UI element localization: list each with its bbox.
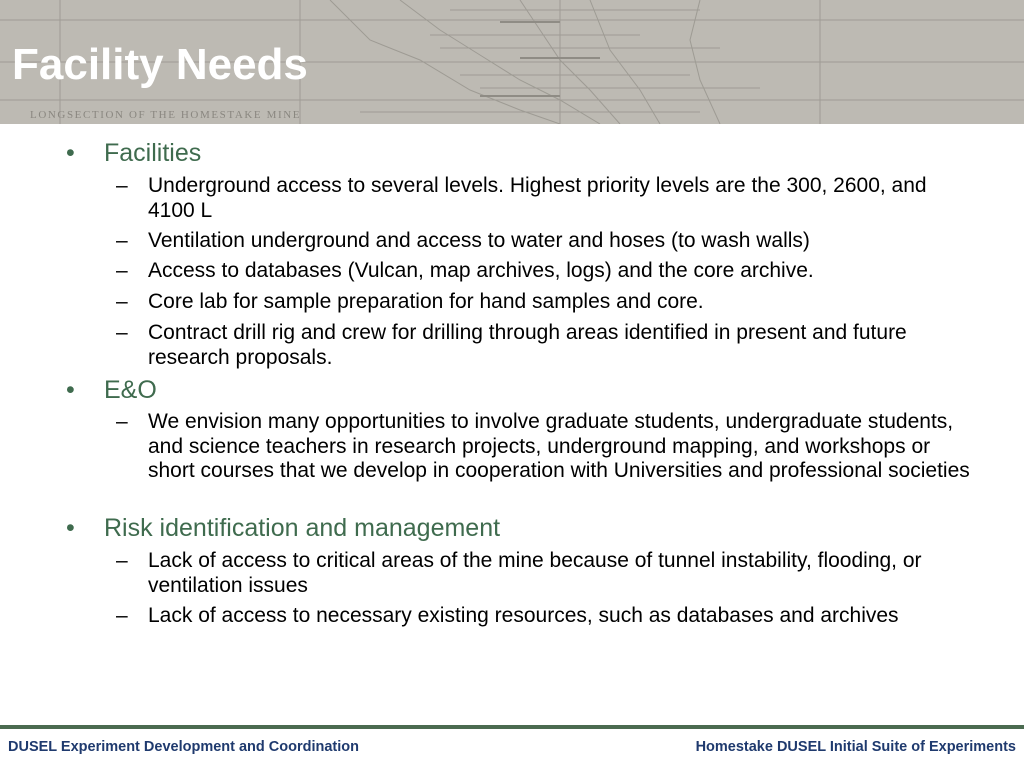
- section-heading-facilities: Facilities: [104, 139, 202, 167]
- dash-icon: –: [116, 321, 128, 344]
- dash-icon: –: [116, 229, 128, 252]
- list-item: Ventilation underground and access to water and hoses (to wash walls): [148, 229, 810, 252]
- list-item: We envision many opportunities to involve graduate students, undergraduate students, and science teachers in research projects, underground mapping, and workshops or short courses that we develop in cooperation with Universities and professional societies: [148, 410, 970, 482]
- dash-icon: –: [116, 290, 128, 313]
- bullet-icon: •: [66, 514, 75, 542]
- list-item: Core lab for sample preparation for hand samples and core.: [148, 290, 704, 313]
- footer-left-text: DUSEL Experiment Development and Coordination: [8, 739, 360, 755]
- list-item: Contract drill rig and crew for drilling through areas identified in present and future research proposals.: [148, 321, 907, 369]
- section-heading-risk: Risk identification and management: [104, 514, 501, 542]
- list-item: Lack of access to critical areas of the mine because of tunnel instability, flooding, or ventilation issues: [148, 549, 922, 597]
- list-item: Underground access to several levels. Highest priority levels are the 300, 2600, and 4100 L: [148, 174, 927, 222]
- list-item: Lack of access to necessary existing resources, such as databases and archives: [148, 604, 899, 627]
- footer-divider: [0, 725, 1024, 729]
- section-heading-eando: E&O: [104, 376, 157, 404]
- map-caption: LONGSECTION OF THE HOMESTAKE MINE: [30, 109, 302, 121]
- footer-right-text: Homestake DUSEL Initial Suite of Experiments: [695, 739, 1016, 755]
- dash-icon: –: [116, 259, 128, 282]
- dash-icon: –: [116, 604, 128, 627]
- dash-icon: –: [116, 410, 128, 433]
- slide-title: Facility Needs: [12, 40, 308, 89]
- slide-header: [0, 0, 1024, 124]
- list-item: Access to databases (Vulcan, map archives, logs) and the core archive.: [148, 259, 814, 282]
- bullet-icon: •: [66, 139, 75, 167]
- dash-icon: –: [116, 549, 128, 572]
- dash-icon: –: [116, 174, 128, 197]
- bullet-icon: •: [66, 376, 75, 404]
